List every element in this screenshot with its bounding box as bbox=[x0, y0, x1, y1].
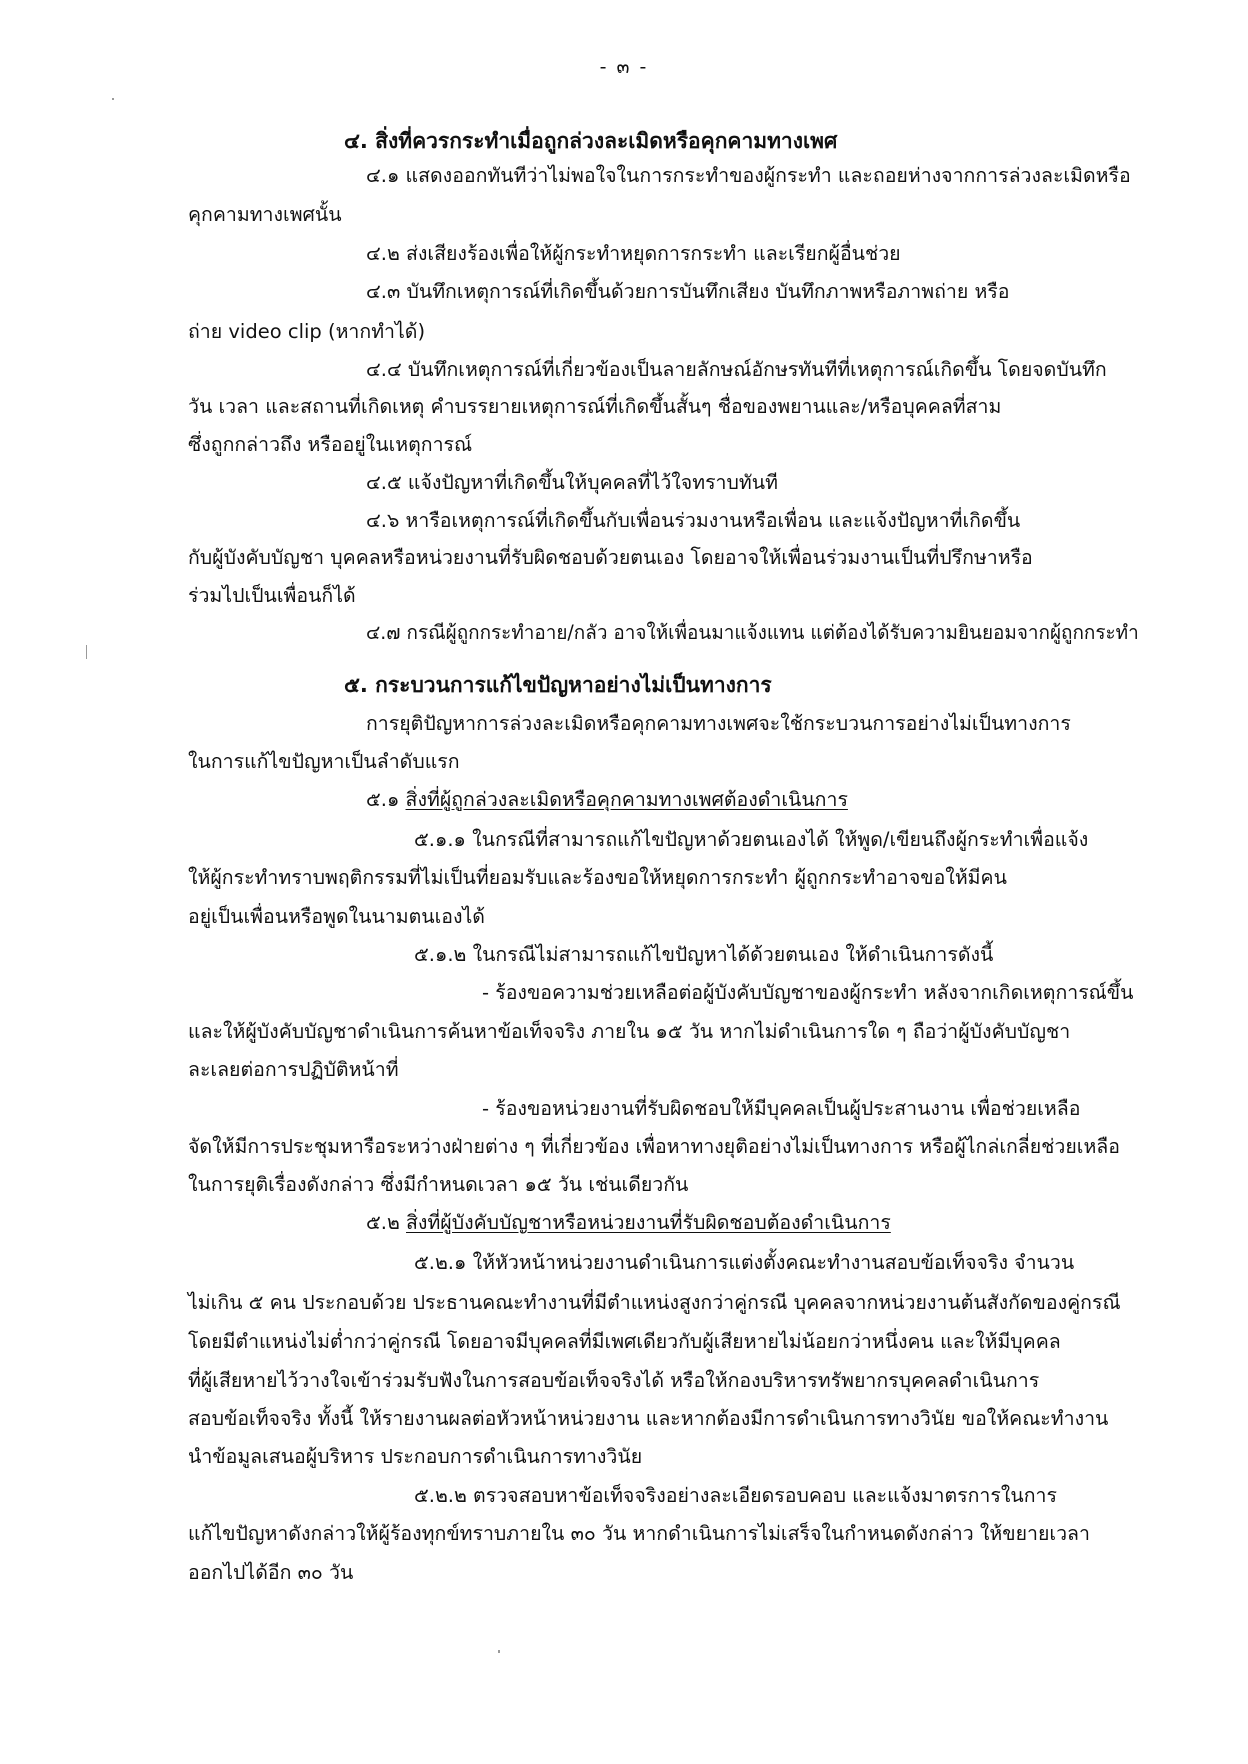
sub-5-1-title: สิ่งที่ผู้ถูกล่วงละเมิดหรือคุกคามทางเพศต้องดำเนินการ bbox=[405, 788, 848, 811]
item-5-1-2-a-line-1: - ร้องขอความช่วยเหลือต่อผู้บังคับบัญชาของผู้กระทำ หลังจากเกิดเหตุการณ์ขึ้น bbox=[482, 981, 1134, 1004]
item-5-2-2-line-2: แก้ไขปัญหาดังกล่าวให้ผู้ร้องทุกข์ทราบภายใน ๓๐ วัน หากดำเนินการไม่เสร็จในกำหนดดังกล่าว ให้ขยายเวลา bbox=[188, 1522, 1090, 1545]
item-4-6-line-1: ๔.๖ หารือเหตุการณ์ที่เกิดขึ้นกับเพื่อนร่วมงานหรือเพื่อน และแจ้งปัญหาที่เกิดขึ้น bbox=[366, 509, 1021, 532]
item-5-2-1-line-6: นำข้อมูลเสนอผู้บริหาร ประกอบการดำเนินการทางวินัย bbox=[188, 1445, 643, 1468]
item-4-4-line-1: ๔.๔ บันทึกเหตุการณ์ที่เกี่ยวข้องเป็นลายลักษณ์อักษรทันทีที่เหตุการณ์เกิดขึ้น โดยจดบันทึก bbox=[366, 358, 1107, 381]
item-5-1-2-b-line-3: ในการยุติเรื่องดังกล่าว ซึ่งมีกำหนดเวลา ๑๕ วัน เช่นเดียวกัน bbox=[188, 1173, 689, 1196]
item-5-1-2-line-1: ๕.๑.๒ ในกรณีไม่สามารถแก้ไขปัญหาได้ด้วยตนเอง ให้ดำเนินการดังนี้ bbox=[414, 943, 994, 966]
item-4-7-line-1: ๔.๗ กรณีผู้ถูกกระทำอาย/กลัว อาจให้เพื่อนมาแจ้งแทน แต่ต้องได้รับความยินยอมจากผู้ถูกกระทำ bbox=[366, 621, 1139, 644]
item-5-2-2-line-1: ๕.๒.๒ ตรวจสอบหาข้อเท็จจริงอย่างละเอียดรอบคอบ และแจ้งมาตรการในการ bbox=[414, 1484, 1057, 1507]
scan-speck bbox=[112, 98, 114, 100]
item-4-3-line-1: ๔.๓ บันทึกเหตุการณ์ที่เกิดขึ้นด้วยการบันทึกเสียง บันทึกภาพหรือภาพถ่าย หรือ bbox=[366, 280, 1010, 303]
item-5-1-2-a-line-3: ละเลยต่อการปฏิบัติหน้าที่ bbox=[188, 1058, 399, 1081]
item-4-4-line-3: ซึ่งถูกกล่าวถึง หรืออยู่ในเหตุการณ์ bbox=[188, 433, 473, 456]
item-4-6-line-2: กับผู้บังคับบัญชา บุคคลหรือหน่วยงานที่รับผิดชอบด้วยตนเอง โดยอาจให้เพื่อนร่วมงานเป็นที่ปรึกษาหรือ bbox=[188, 546, 1033, 569]
sub-5-2-heading bbox=[366, 1210, 891, 1236]
item-5-2-1-line-4: ที่ผู้เสียหายไว้วางใจเข้าร่วมรับฟังในการสอบข้อเท็จจริงได้ หรือให้กองบริหารทรัพยากรบุคคลดำเนินการ bbox=[188, 1369, 1040, 1392]
item-4-3-line-2: ถ่าย video clip (หากทำได้) bbox=[188, 320, 426, 343]
item-5-1-1-line-1: ๕.๑.๑ ในกรณีที่สามารถแก้ไขปัญหาด้วยตนเองได้ ให้พูด/เขียนถึงผู้กระทำเพื่อแจ้ง bbox=[414, 828, 1089, 851]
section-5-intro-line-1: การยุติปัญหาการล่วงละเมิดหรือคุกคามทางเพศจะใช้กระบวนการอย่างไม่เป็นทางการ bbox=[366, 712, 1071, 735]
sub-5-2-title: สิ่งที่ผู้บังคับบัญชาหรือหน่วยงานที่รับผิดชอบต้องดำเนินการ bbox=[406, 1211, 891, 1234]
section-5-intro-line-2: ในการแก้ไขปัญหาเป็นลำดับแรก bbox=[188, 750, 460, 773]
item-4-1-line-1: ๔.๑ แสดงออกทันทีว่าไม่พอใจในการกระทำของผู้กระทำ และถอยห่างจากการล่วงละเมิดหรือ bbox=[366, 164, 1131, 187]
item-4-1-line-2: คุกคามทางเพศนั้น bbox=[188, 203, 342, 226]
item-4-6-line-3: ร่วมไปเป็นเพื่อนก็ได้ bbox=[188, 584, 356, 607]
item-5-1-1-line-3: อยู่เป็นเพื่อนหรือพูดในนามตนเองได้ bbox=[188, 905, 485, 928]
item-5-2-1-line-2: ไม่เกิน ๕ คน ประกอบด้วย ประธานคณะทำงานที่มีตำแหน่งสูงกว่าคู่กรณี บุคคลจากหน่วยงานต้นสังกัดของคู่กรณี bbox=[188, 1291, 1121, 1314]
item-5-1-2-b-line-1: - ร้องขอหน่วยงานที่รับผิดชอบให้มีบุคคลเป็นผู้ประสานงาน เพื่อช่วยเหลือ bbox=[482, 1097, 1081, 1120]
section-5-heading: ๕. กระบวนการแก้ไขปัญหาอย่างไม่เป็นทางการ bbox=[344, 673, 772, 697]
sub-5-1-number: ๕.๑ bbox=[366, 788, 400, 811]
section-4-heading: ๔. สิ่งที่ควรกระทำเมื่อถูกล่วงละเมิดหรือคุกคามทางเพศ bbox=[344, 129, 838, 153]
item-4-2-line-1: ๔.๒ ส่งเสียงร้องเพื่อให้ผู้กระทำหยุดการกระทำ และเรียกผู้อื่นช่วย bbox=[366, 242, 901, 265]
sub-5-2-number: ๕.๒ bbox=[366, 1211, 400, 1234]
page-number: - ๓ - bbox=[599, 56, 649, 78]
item-5-1-2-a-line-2: และให้ผู้บังคับบัญชาดำเนินการค้นหาข้อเท็จจริง ภายใน ๑๕ วัน หากไม่ดำเนินการใด ๆ ถือว่าผู้บังคับบัญชา bbox=[188, 1020, 1071, 1043]
item-5-2-1-line-5: สอบข้อเท็จจริง ทั้งนี้ ให้รายงานผลต่อหัวหน้าหน่วยงาน และหากต้องมีการดำเนินการทางวินัย ขอให้คณะทำงาน bbox=[188, 1407, 1109, 1430]
scan-speck bbox=[498, 1650, 500, 1653]
item-4-5-line-1: ๔.๕ แจ้งปัญหาที่เกิดขึ้นให้บุคคลที่ไว้ใจทราบทันที bbox=[366, 471, 778, 494]
item-5-2-2-line-3: ออกไปได้อีก ๓๐ วัน bbox=[188, 1561, 354, 1584]
item-5-2-1-line-1: ๕.๒.๑ ให้หัวหน้าหน่วยงานดำเนินการแต่งตั้งคณะทำงานสอบข้อเท็จจริง จำนวน bbox=[414, 1251, 1075, 1274]
item-5-1-2-b-line-2: จัดให้มีการประชุมหารือระหว่างฝ่ายต่าง ๆ ที่เกี่ยวข้อง เพื่อหาทางยุติอย่างไม่เป็นทางการ หรือผู้ไกล่เกลี่ยช่วยเหลือ bbox=[188, 1135, 1120, 1158]
item-5-2-1-line-3: โดยมีตำแหน่งไม่ต่ำกว่าคู่กรณี โดยอาจมีบุคคลที่มีเพศเดียวกับผู้เสียหายไม่น้อยกว่าหนึ่งคน และให้มีบุคคล bbox=[188, 1330, 1061, 1353]
item-4-4-line-2: วัน เวลา และสถานที่เกิดเหตุ คำบรรยายเหตุการณ์ที่เกิดขึ้นสั้นๆ ชื่อของพยานและ/หรือบุคคลที่สาม bbox=[188, 395, 1002, 418]
sub-5-1-heading bbox=[366, 787, 848, 813]
scan-speck bbox=[86, 645, 87, 659]
item-5-1-1-line-2: ให้ผู้กระทำทราบพฤติกรรมที่ไม่เป็นที่ยอมรับและร้องขอให้หยุดการกระทำ ผู้ถูกกระทำอาจขอให้มีคน bbox=[188, 866, 1007, 889]
